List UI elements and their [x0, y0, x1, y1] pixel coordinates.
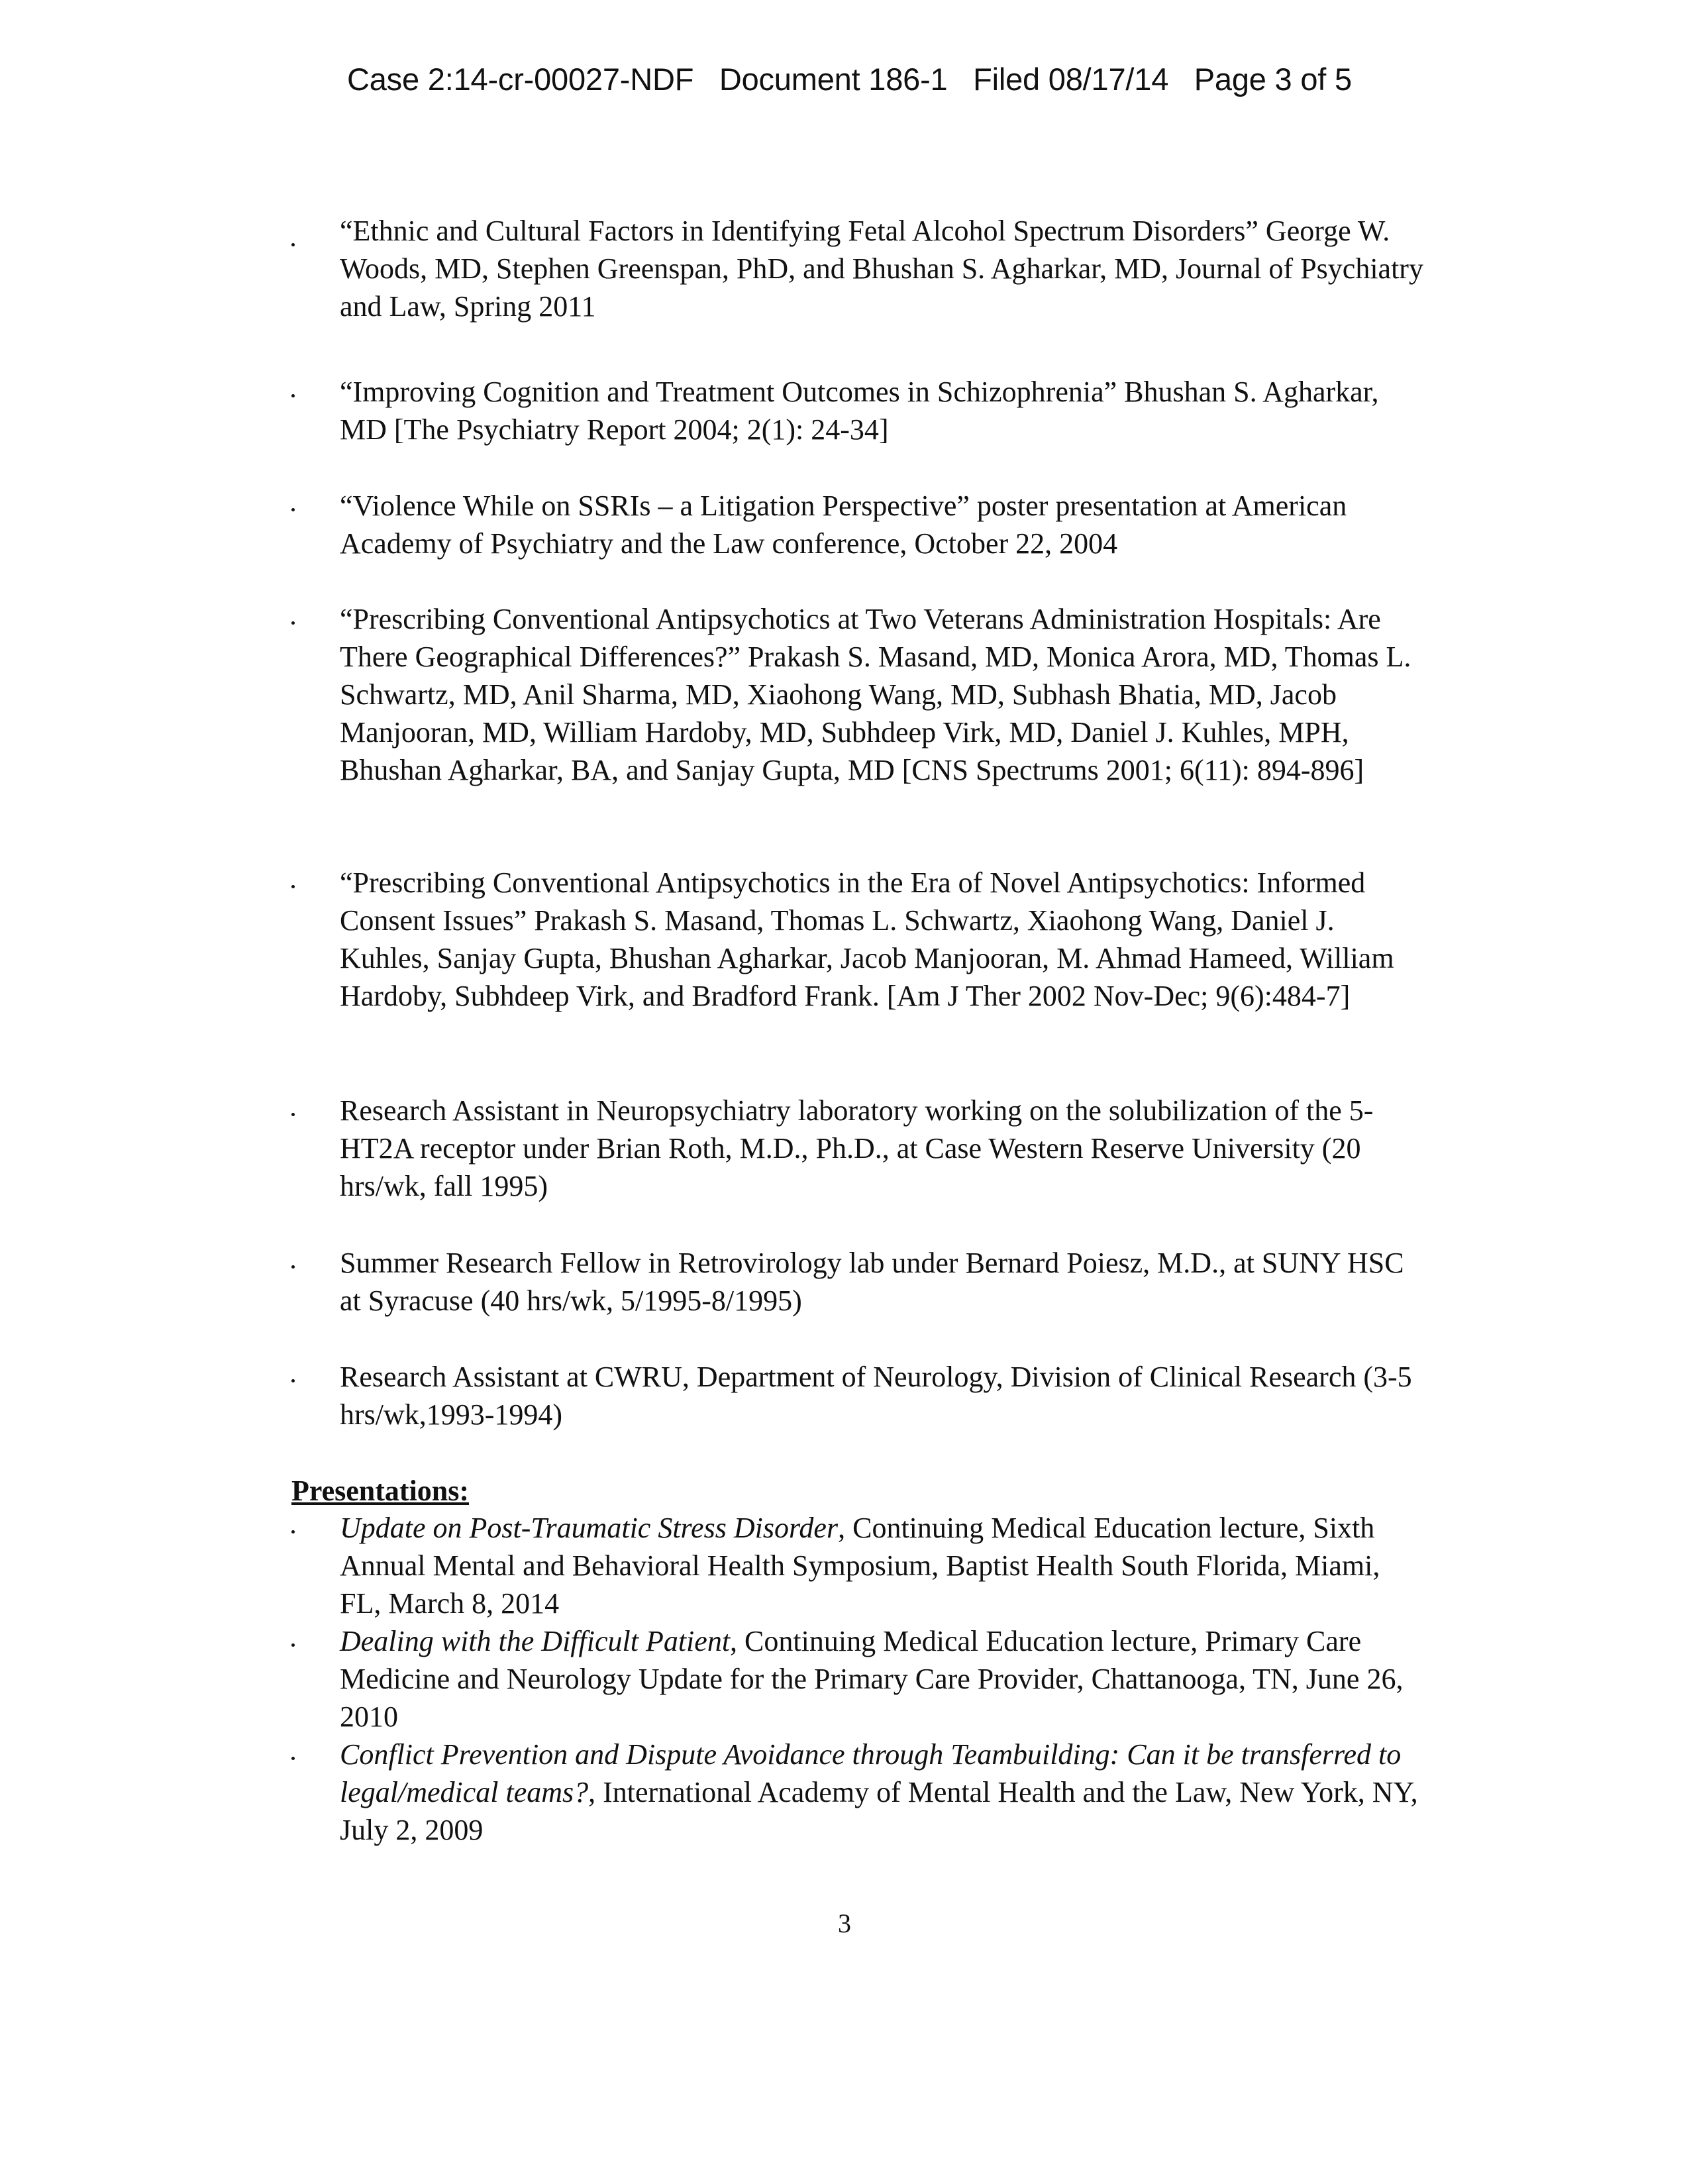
presentation-details: , International Academy of Mental Health and the Law, New York, NY, July 2, 2009	[340, 1776, 1418, 1846]
presentation-title: Update on Post-Traumatic Stress Disorder	[340, 1512, 839, 1544]
list-item: “Prescribing Conventional Antipsychotics at Two Veterans Administration Hospitals: Are There Geographical Differences?” Prakash S. Masand, MD, Monica Arora, MD, Thomas L. Schwartz, MD, Anil Sharma, MD, Xiaohong Wang, MD, Subhash Bhatia, MD, Jacob Manjooran, MD, William Hardoby, MD, Subhdeep Virk, MD, Daniel J. Kuhles, MPH, Bhushan Agharkar, BA, and Sanjay Gupta, MD [CNS Spectrums 2001; 6(11): 894-896]	[340, 603, 1411, 786]
bullet-icon	[291, 1510, 295, 1548]
page-number: 3	[838, 1908, 851, 1938]
bullet-icon	[291, 1093, 295, 1131]
bullet-icon	[291, 223, 295, 261]
section-heading-presentations: Presentations:	[291, 1475, 470, 1507]
presentation-details: , Continuing Medical Education lecture, Sixth Annual Mental and Behavioral Health Symposium, Baptist Health South Florida, Miami, FL, March 8, 2014	[340, 1512, 1380, 1620]
case-header: Case 2:14-cr-00027-NDF Document 186-1 Filed 08/17/14 Page 3 of 5	[347, 62, 1352, 97]
bullet-icon	[291, 488, 295, 526]
list-item: “Prescribing Conventional Antipsychotics in the Era of Novel Antipsychotics: Informed Consent Issues” Prakash S. Masand, Thomas L. Schwartz, Xiaohong Wang, Daniel J. Kuhles, Sanjay Gupta, Bhushan Agharkar, Jacob Manjooran, M. Ahmad Hameed, William Hardoby, Subhdeep Virk, and Bradford Frank. [Am J Ther 2002 Nov-Dec; 9(6):484-7]	[340, 866, 1394, 1012]
bullet-icon	[291, 1737, 295, 1775]
presentation-details: , Continuing Medical Education lecture, Primary Care Medicine and Neurology Update for the Primary Care Provider, Chattanooga, TN, June 26, 2010	[340, 1625, 1404, 1733]
presentation-item	[340, 1509, 1426, 1622]
bullet-icon	[291, 1245, 295, 1283]
bullet-icon	[291, 374, 295, 412]
presentation-title: Conflict Prevention and Dispute Avoidance through Teambuilding: Can it be transferred to legal/medical teams?	[340, 1738, 1402, 1808]
bullet-icon	[291, 1624, 295, 1661]
bullet-icon	[291, 865, 295, 903]
list-item: Summer Research Fellow in Retrovirology lab under Bernard Poiesz, M.D., at SUNY HSC at Syracuse (40 hrs/wk, 5/1995-8/1995)	[340, 1247, 1404, 1317]
bullet-icon	[291, 601, 295, 639]
list-item: “Ethnic and Cultural Factors in Identifying Fetal Alcohol Spectrum Disorders” George W. Woods, MD, Stephen Greenspan, PhD, and Bhushan S. Agharkar, MD, Journal of Psychiatry and Law, Spring 2011	[340, 215, 1423, 323]
presentation-item	[340, 1622, 1426, 1736]
presentation-title: Dealing with the Difficult Patient	[340, 1625, 731, 1657]
list-item: “Violence While on SSRIs – a Litigation Perspective” poster presentation at American Academy of Psychiatry and the Law conference, October 22, 2004	[340, 490, 1347, 560]
list-item: “Improving Cognition and Treatment Outcomes in Schizophrenia” Bhushan S. Agharkar, MD [The Psychiatry Report 2004; 2(1): 24-34]	[340, 376, 1379, 446]
list-item: Research Assistant at CWRU, Department of Neurology, Division of Clinical Research (3-5 hrs/wk,1993-1994)	[340, 1361, 1412, 1431]
bullet-icon	[291, 1359, 295, 1397]
list-item: Research Assistant in Neuropsychiatry laboratory working on the solubilization of the 5-HT2A receptor under Brian Roth, M.D., Ph.D., at Case Western Reserve University (20 hrs/wk, fall 1995)	[340, 1094, 1374, 1202]
presentation-item	[340, 1736, 1426, 1849]
